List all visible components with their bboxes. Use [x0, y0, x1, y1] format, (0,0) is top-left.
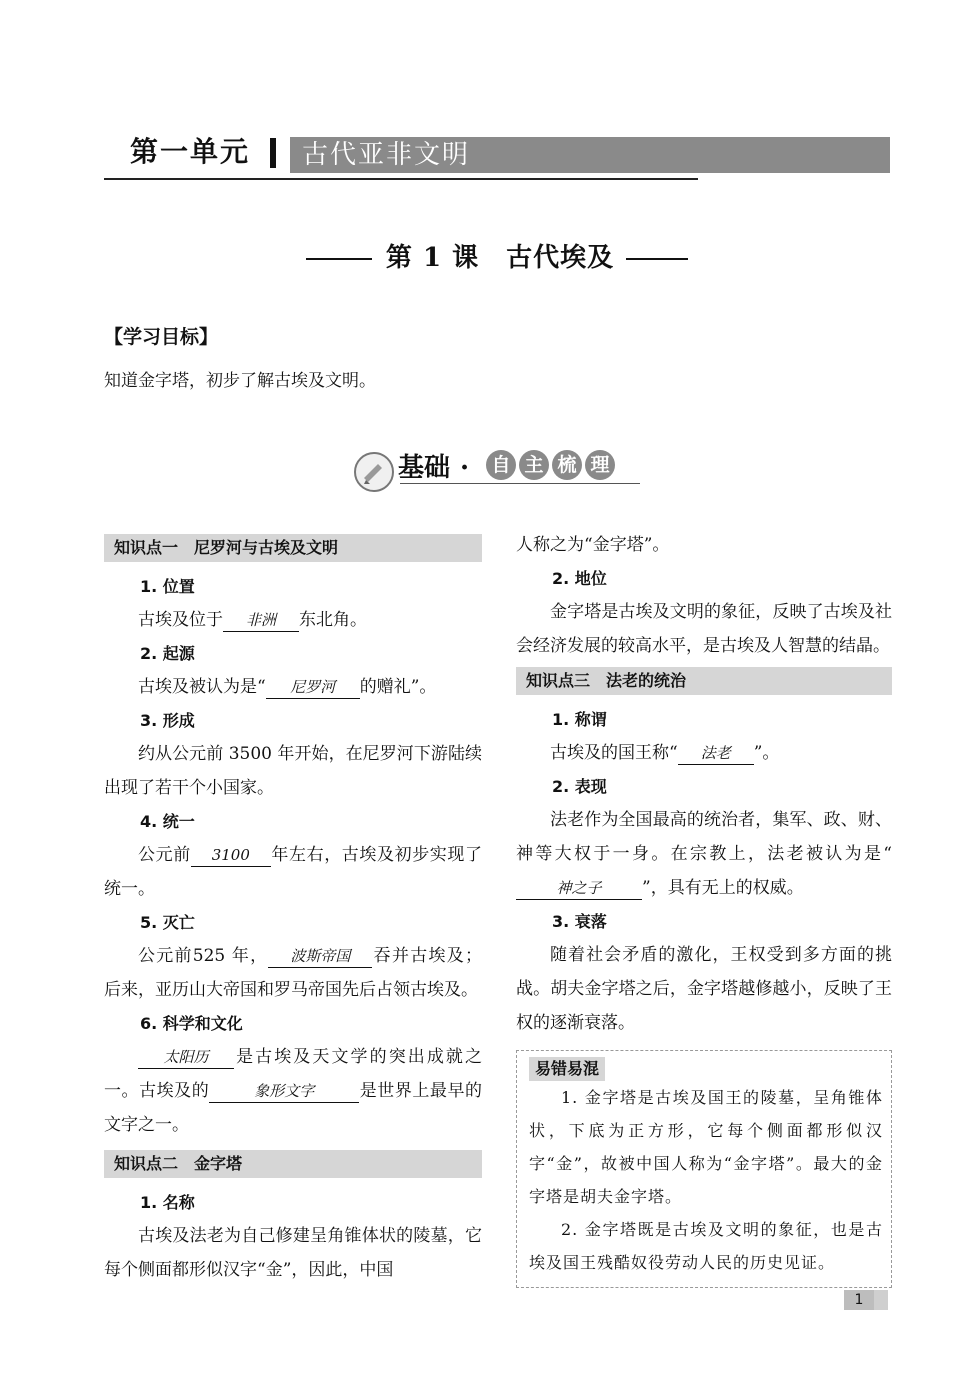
paragraph: 法老作为全国最高的统治者，集军、政、财、神等大权于一身。在宗教上，法老被认为是“神之子 ”，具有无上的权威。: [516, 810, 892, 898]
banner-chars: [486, 450, 615, 480]
fill-blank-answer: 3100: [191, 844, 271, 867]
learning-goals-heading: 【学习目标】: [104, 326, 219, 348]
paragraph: 公元前525 年， 波斯帝国 吞并古埃及；后来，亚历山大帝国和罗马帝国先后占领古埃及。: [104, 946, 482, 1000]
banner-dot: ·: [460, 453, 470, 483]
sub-heading: 1. 称谓: [552, 710, 607, 729]
unit-underline: [104, 178, 698, 180]
fill-blank-answer: 法老: [678, 742, 754, 765]
knowledge-point-heading: 知识点一 尼罗河与古埃及文明: [104, 534, 482, 562]
unit-title: 古代亚非文明: [302, 140, 471, 170]
sub-heading: 2. 起源: [140, 644, 195, 663]
common-mistakes-paragraph: 2. 金字塔既是古埃及文明的象征，也是古埃及国王残酷奴役劳动人民的历史见证。: [529, 1220, 883, 1272]
banner-underline: [400, 483, 640, 484]
banner-emblem-icon: [354, 452, 394, 492]
banner-char: 自: [486, 450, 516, 480]
sub-heading: 6. 科学和文化: [140, 1014, 243, 1033]
banner-char: 理: [585, 450, 615, 480]
lesson-title-rule-right: [626, 258, 688, 260]
fill-blank-answer: 尼罗河: [266, 676, 360, 699]
paragraph: 古埃及法老为自己修建呈角锥体状的陵墓，它每个侧面都形似汉字“金”，因此，中国: [104, 1226, 482, 1280]
knowledge-point-heading: 知识点三 法老的统治: [516, 667, 892, 695]
paragraph: 公元前 3100 年左右，古埃及初步实现了统一。: [104, 845, 483, 899]
paragraph: 太阳历 是古埃及天文学的突出成就之一。古埃及的 象形文字 是世界上最早的文字之一。: [104, 1047, 483, 1135]
sub-heading: 3. 形成: [140, 711, 195, 730]
sub-heading: 3. 衰落: [552, 912, 607, 931]
common-mistakes-box: [516, 1050, 892, 1288]
banner-char: 梳: [552, 450, 582, 480]
right-column: [516, 528, 892, 1288]
sub-heading: 1. 位置: [140, 577, 195, 596]
paragraph: 古埃及被认为是“ 尼罗河 的赠礼”。: [138, 677, 437, 697]
sub-heading: 4. 统一: [140, 812, 195, 831]
page-number: 1: [854, 1292, 864, 1308]
banner-main-text: 基础: [398, 453, 451, 483]
paragraph: 随着社会矛盾的激化，王权受到多方面的挑战。胡夫金字塔之后，金字塔越修越小，反映了王权的逐渐衰落。: [516, 945, 892, 1033]
knowledge-point-heading: 知识点二 金字塔: [104, 1150, 482, 1178]
fill-blank-answer: 神之子: [516, 877, 642, 900]
paragraph: 古埃及的国王称“ 法老 ”。: [550, 743, 780, 763]
fill-blank-answer: 非洲: [223, 609, 299, 632]
sub-heading: 2. 表现: [552, 777, 607, 796]
fill-blank-answer: 象形文字: [209, 1080, 359, 1103]
common-mistakes-heading: 易错易混: [529, 1057, 605, 1081]
paragraph: 金字塔是古埃及文明的象征，反映了古埃及社会经济发展的较高水平，是古埃及人智慧的结晶。: [516, 602, 892, 656]
learning-goals-text: 知道金字塔，初步了解古埃及文明。: [104, 371, 376, 391]
unit-separator: [270, 138, 276, 168]
sub-heading: 1. 名称: [140, 1193, 195, 1212]
lesson-title-rule-left: [306, 258, 372, 260]
fill-blank-answer: 太阳历: [138, 1046, 234, 1069]
paragraph-continuation: 人称之为“金字塔”。: [516, 535, 670, 555]
lesson-title: 第 1 课 古代埃及: [385, 243, 615, 273]
sub-heading: 5. 灭亡: [140, 913, 195, 932]
banner-char: 主: [519, 450, 549, 480]
sub-heading: 2. 地位: [552, 569, 607, 588]
fill-blank-answer: 波斯帝国: [268, 945, 372, 968]
paragraph: 约从公元前 3500 年开始，在尼罗河下游陆续出现了若干个小国家。: [104, 744, 482, 798]
common-mistakes-paragraph: 1. 金字塔是古埃及国王的陵墓，呈角锥体状，下底为正方形，它每个侧面都形似汉字“金”，故被中国人称为“金字塔”。最大的金字塔是胡夫金字塔。: [529, 1088, 883, 1206]
paragraph: 古埃及位于 非洲 东北角。: [138, 610, 367, 630]
left-column: [104, 530, 482, 1287]
unit-label: 第一单元: [130, 135, 251, 168]
